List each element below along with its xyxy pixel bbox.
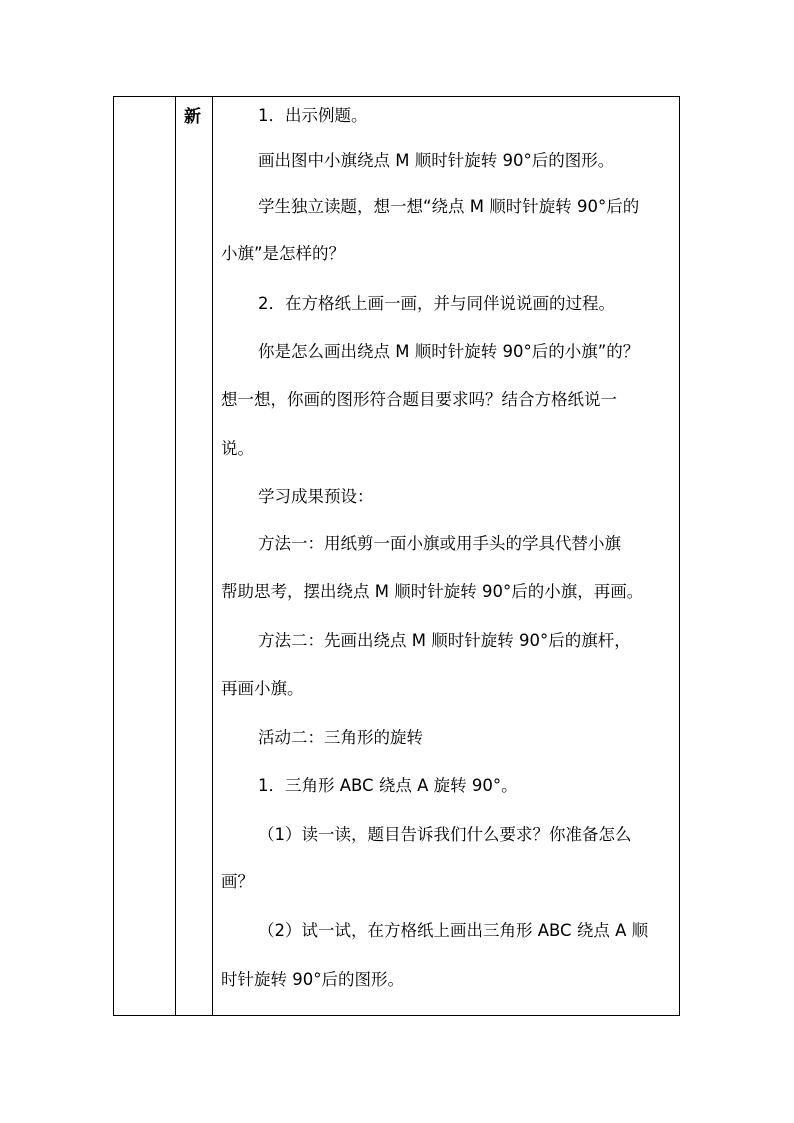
lesson-table — [113, 96, 680, 1016]
text-line: 小旗”是怎样的？ — [221, 244, 346, 263]
text-line: 1．三角形 ABC 绕点 A 旋转 90°。 — [258, 776, 518, 795]
column-label: 新 — [184, 107, 201, 127]
text-line: 说。 — [221, 439, 254, 458]
text-line: 学习成果预设： — [258, 487, 374, 506]
text-line: （1）读一读，题目告诉我们什么要求？你准备怎么 — [258, 825, 632, 844]
text-line: 方法二：先画出绕点 M 顺时针旋转 90°后的旗杆， — [258, 631, 631, 650]
text-line: 2．在方格纸上画一画，并与同伴说说画的过程。 — [258, 294, 615, 313]
text-line: 画出图中小旗绕点 M 顺时针旋转 90°后的图形。 — [258, 151, 615, 170]
text-line: 时针旋转 90°后的图形。 — [221, 970, 404, 989]
text-line: 学生独立读题，想一想“绕点 M 顺时针旋转 90°后的 — [258, 197, 640, 216]
text-line: 你是怎么画出绕点 M 顺时针旋转 90°后的小旗”的？ — [258, 342, 640, 361]
text-line: 再画小旗。 — [221, 679, 304, 698]
text-line: 帮助思考，摆出绕点 M 顺时针旋转 90°后的小旗，再画。 — [221, 582, 644, 601]
text-line: 1．出示例题。 — [258, 106, 368, 125]
text-line: 方法一：用纸剪一面小旗或用手头的学具代替小旗 — [258, 534, 621, 553]
text-line: （2）试一试，在方格纸上画出三角形 ABC 绕点 A 顺 — [258, 921, 649, 940]
column-divider — [212, 97, 213, 1015]
text-line: 活动二：三角形的旋转 — [258, 728, 423, 747]
column-divider — [175, 97, 176, 1015]
text-line: 想一想，你画的图形符合题目要求吗？结合方格纸说一 — [221, 390, 617, 409]
text-line: 画？ — [221, 872, 254, 891]
